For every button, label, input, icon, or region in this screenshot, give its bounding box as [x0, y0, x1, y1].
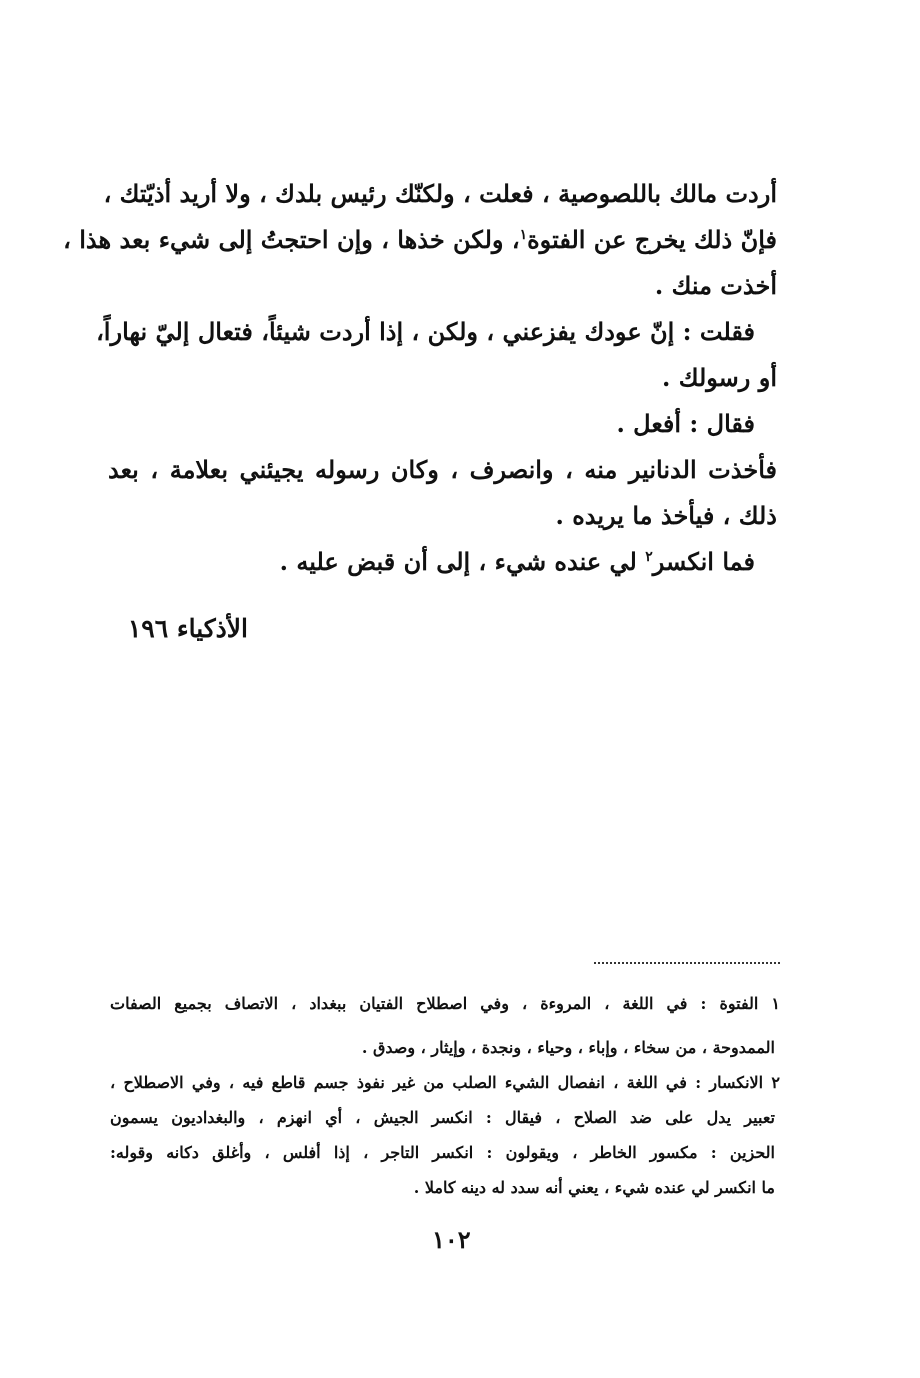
footnote-mark-1: ١	[519, 227, 528, 243]
body-line-9-start: فما انكسر	[652, 547, 755, 576]
body-line-1: أردت مالك باللصوصية ، فعلت ، ولكنّك رئيس بلدك ، ولا أريد أذيّتك ،	[103, 179, 777, 208]
footnote-divider	[594, 962, 780, 964]
footnote-line-2: الممدوحة ، من سخاء ، وإباء ، وحياء ، ونجدة ، وإيثار ، وصدق .	[361, 1038, 775, 1057]
footnote-line-1: ١ الفتوة : في اللغة ، المروءة ، وفي اصطلاح الفتيان ببغداد ، الاتصاف بجميع الصفات	[110, 994, 780, 1013]
body-line-7: فأخذت الدنانير منه ، وانصرف ، وكان رسوله يجيئني بعلامة ، بعد	[108, 455, 777, 484]
body-line-4: فقلت : إنّ عودك يفزعني ، ولكن ، إذا أردت شيئاً، فتعال إليّ نهاراً،	[96, 317, 755, 346]
body-line-8: ذلك ، فيأخذ ما يريده .	[555, 501, 777, 530]
footnote-line-3: ٢ الانكسار : في اللغة ، انفصال الشيء الصلب من غير نفوذ جسم قاطع فيه ، وفي الاصطلاح ،	[110, 1073, 780, 1092]
body-line-2-start: فإنّ ذلك يخرج عن الفتوة	[527, 225, 777, 254]
body-line-9-end: لي عنده شيء ، إلى أن قبض عليه .	[279, 547, 637, 576]
body-line-2-end: ، ولكن خذها ، وإن احتجتُ إلى شيء بعد هذا ،	[63, 225, 520, 254]
body-line-2	[63, 225, 777, 254]
body-line-3: أخذت منك .	[654, 271, 777, 300]
footnote-line-5: الحزين : مكسور الخاطر ، ويقولون : انكسر التاجر ، إذا أفلس ، وأغلق دكانه وقوله:	[110, 1143, 775, 1162]
body-line-6: فقال : أفعل .	[616, 409, 755, 438]
page-number: ١٠٢	[432, 1225, 471, 1254]
footnote-mark-2: ٢	[645, 549, 653, 565]
body-line-5: أو رسولك .	[662, 363, 777, 392]
body-line-9	[279, 547, 755, 576]
footnote-line-4: تعبير يدل على ضد الصلاح ، فيقال : انكسر الجيش ، أي انهزم ، والبغداديون يسمون	[110, 1108, 775, 1127]
footnote-line-6: ما انكسر لي عنده شيء ، يعني أنه سدد له دينه كاملا .	[413, 1178, 775, 1197]
source-reference: الأذكياء ١٩٦	[127, 614, 248, 643]
